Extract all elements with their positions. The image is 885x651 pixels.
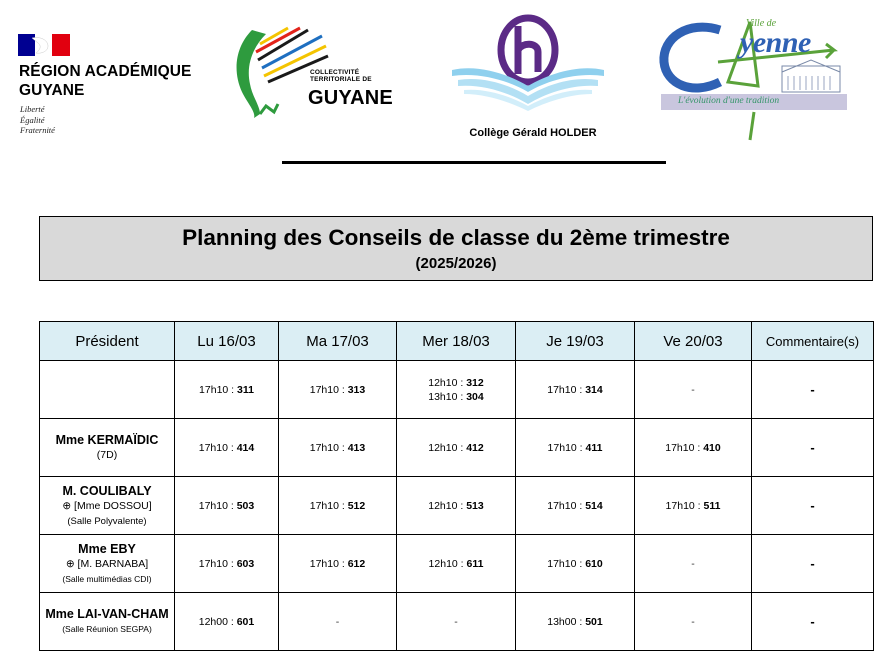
ctg-label-small (310, 69, 372, 83)
slot-time: 17h10 : (309, 499, 348, 512)
table-header-row (40, 322, 874, 361)
slot-room: 512 (347, 499, 366, 512)
slot-room: 410 (703, 441, 721, 454)
slot-time: 17h10 : (547, 499, 586, 512)
slot-time: 17h10 : (199, 383, 237, 396)
header-vendredi: Ve 20/03 (635, 322, 752, 361)
schedule-cell (397, 419, 516, 477)
header-jeudi: Je 19/03 (516, 322, 635, 361)
schedule-cell-empty: - (635, 535, 752, 593)
president-room: (Salle Réunion SEGPA) (62, 624, 152, 634)
slot-time: 17h10 : (547, 383, 586, 396)
schedule-cell (279, 419, 397, 477)
president-room: (Salle multimédias CDI) (62, 573, 152, 584)
schedule-cell (516, 477, 635, 535)
slot-room: 514 (585, 499, 603, 512)
slot-time: 12h10 : (428, 557, 467, 570)
schedule-cell-empty: - (635, 593, 752, 651)
header-commentaires: Commentaire(s) (752, 322, 874, 361)
slot-room: 511 (703, 499, 721, 512)
president-deputy: ⊕ [Mme DOSSOU] (62, 499, 152, 512)
slot-time: 17h10 : (198, 499, 237, 512)
schedule-cell (175, 535, 279, 593)
president-name: Mme KERMAÏDIC (55, 433, 159, 447)
ctg-small-line-1: COLLECTIVITÉ (310, 69, 360, 76)
slot-time: 17h10 : (547, 441, 586, 454)
slot-time: 12h00 : (198, 615, 237, 628)
slot-time: 17h10 : (665, 441, 704, 454)
schedule-cell (635, 477, 752, 535)
slot-time: 17h10 : (665, 499, 704, 512)
ctg-label-big: GUYANE (308, 87, 393, 109)
header-lundi: Lu 16/03 (175, 322, 279, 361)
devise-egalite: Égalité (20, 114, 45, 125)
comment-cell: - (752, 419, 874, 477)
schedule-cell (516, 361, 635, 419)
college-name: Collège Gérald HOLDER (469, 127, 597, 139)
slot-room: 601 (236, 615, 255, 628)
page-title: Planning des Conseils de classe du 2ème trimestre (182, 225, 730, 250)
schedule-cell (175, 477, 279, 535)
table-row (40, 419, 874, 477)
slot-time: 12h10 : (428, 376, 467, 389)
devise-fraternite: Fraternité (20, 125, 55, 135)
slot-room: 314 (585, 383, 603, 396)
slot-room: 313 (347, 383, 366, 396)
college-h-book-icon (448, 12, 608, 112)
header-mardi: Ma 17/03 (279, 322, 397, 361)
schedule-cell (175, 361, 279, 419)
president-cell (40, 593, 175, 651)
header-president: Président (40, 322, 175, 361)
slot-time: 17h10 : (547, 557, 586, 570)
cayenne-name: yenne (740, 26, 811, 59)
president-name: M. COULIBALY (62, 483, 152, 498)
ctg-small-line-2: TERRITORIALE DE (310, 76, 372, 83)
header-divider (282, 161, 666, 164)
schedule-cell (516, 593, 635, 651)
table-row (40, 477, 874, 535)
slot-time: 13h10 : (428, 390, 467, 403)
slot-time: 17h10 : (309, 557, 348, 570)
page-subtitle-year: (2025/2026) (415, 255, 497, 272)
president-class: (7D) (96, 449, 118, 461)
comment-cell: - (752, 361, 874, 419)
slot-time: 17h10 : (309, 441, 348, 454)
slot-room: 501 (585, 615, 603, 628)
devise-liberte: Liberté (20, 104, 45, 114)
slot-room: 312 (466, 376, 484, 389)
region-line-2: GUYANE (19, 82, 85, 99)
president-cell (40, 361, 175, 419)
president-cell (40, 419, 175, 477)
logo-ville-cayenne (658, 16, 854, 144)
logo-collectivite-guyane (230, 22, 393, 122)
schedule-cell (175, 593, 279, 651)
header-mercredi: Mer 18/03 (397, 322, 516, 361)
comment-cell: - (752, 477, 874, 535)
cayenne-ville-label: Ville de (746, 18, 777, 29)
slot-time: 17h10 : (198, 557, 237, 570)
schedule-cell (397, 477, 516, 535)
slot-room: 612 (347, 557, 366, 570)
schedule-cell (635, 419, 752, 477)
slot-room: 610 (585, 557, 603, 570)
president-room: (Salle Polyvalente) (67, 515, 147, 527)
schedule-cell-empty: - (279, 593, 397, 651)
president-cell (40, 477, 175, 535)
president-name: Mme LAI-VAN-CHAM (45, 607, 169, 621)
schedule-cell (516, 419, 635, 477)
region-line-1: RÉGION ACADÉMIQUE (19, 63, 192, 80)
schedule-cell-empty: - (635, 361, 752, 419)
schedule-cell (397, 535, 516, 593)
president-name: Mme EBY (78, 541, 136, 556)
comment-cell: - (752, 593, 874, 651)
president-deputy: ⊕ [M. BARNABA] (65, 557, 149, 570)
cayenne-motto: L'évolution d'une tradition (678, 96, 780, 106)
planning-table (39, 321, 874, 651)
schedule-cell (397, 361, 516, 419)
slot-room: 513 (466, 499, 484, 512)
schedule-cell (279, 535, 397, 593)
slot-room: 503 (236, 499, 255, 512)
slot-time: 17h10 : (198, 441, 237, 454)
schedule-cell (279, 477, 397, 535)
slot-room: 413 (347, 441, 366, 454)
logo-region-academique (8, 22, 198, 152)
slot-room: 411 (585, 441, 603, 454)
slot-time: 12h10 : (428, 441, 467, 454)
schedule-cell (175, 419, 279, 477)
schedule-cell (516, 535, 635, 593)
president-cell (40, 535, 175, 593)
table-row (40, 593, 874, 651)
title-box (39, 216, 873, 281)
slot-room: 611 (466, 557, 484, 570)
slot-time: 12h10 : (428, 499, 467, 512)
slot-room: 304 (466, 390, 484, 403)
slot-time: 13h00 : (547, 615, 586, 628)
slot-room: 603 (236, 557, 255, 570)
slot-time: 17h10 : (309, 383, 348, 396)
slot-room: 311 (237, 383, 254, 396)
schedule-cell (279, 361, 397, 419)
devise (20, 104, 55, 136)
comment-cell: - (752, 535, 874, 593)
table-row (40, 361, 874, 419)
slot-room: 412 (466, 441, 484, 454)
logo-college-holder (448, 12, 608, 112)
region-name (19, 62, 192, 100)
marianne-icon (18, 34, 70, 56)
table-row (40, 535, 874, 593)
slot-room: 414 (236, 441, 255, 454)
schedule-cell-empty: - (397, 593, 516, 651)
